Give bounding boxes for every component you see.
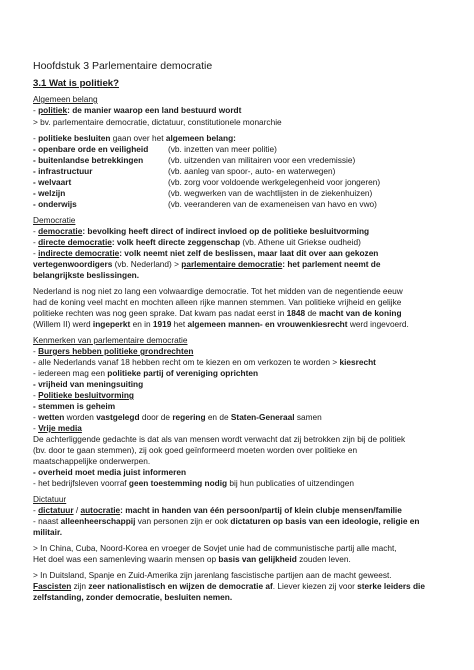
paragraph-line: zelfstanding, zonder democratie, besluiten nemen. bbox=[33, 592, 233, 602]
list-item: - onderwijs (vb. veeranderen van de exameneisen van havo en vwo) bbox=[33, 199, 377, 209]
subheading-democratie: Democratie bbox=[33, 215, 76, 225]
document-title: Hoofdstuk 3 Parlementaire democratie bbox=[33, 60, 213, 72]
subheading-dictatuur: Dictatuur bbox=[33, 494, 67, 504]
dictatuur-soorten: - naast alleenheerschappij van personen zijn er ook dictaturen op basis van een ideologie, religie en bbox=[33, 516, 420, 526]
kenmerk-stemmen: - stemmen is geheim bbox=[33, 401, 116, 411]
list-item: - infrastructuur (vb. aanleg van spoor-, auto- en waterwegen) bbox=[33, 166, 336, 176]
dictatuur-soorten-continued: militair. bbox=[33, 527, 63, 537]
kenmerk-media-informeren: - overheid moet media juist informeren bbox=[33, 467, 187, 477]
subheading-algemeen-belang: Algemeen belang bbox=[33, 94, 98, 104]
paragraph-line: (Willem II) werd ingeperkt en in 1919 het algemeen mannen- en vrouwenkiesrecht werd ingevoerd. bbox=[33, 319, 409, 329]
kenmerk-kiesrecht: - alle Nederlands vanaf 18 hebben recht om te kiezen en om verkozen te worden > kiesrecht bbox=[33, 357, 376, 367]
paragraph-line: politieke rechten was nog geen sprake. Dat kwam pas nadat eerst in 1848 de macht van de koning bbox=[33, 308, 402, 318]
list-item: - welzijn (vb. wegwerken van de wachtlijsten in de ziekenhuizen) bbox=[33, 188, 373, 198]
paragraph-line: (bv. door te gaan stemmen), zij ook goed geïnformeerd moeten worden over politieke en bbox=[33, 445, 358, 455]
paragraph-line: Nederland is nog niet zo lang een volwaardige democratie. Tot het midden van de negentiende eeuw bbox=[33, 286, 403, 296]
subheading-kenmerken: Kenmerken van parlementaire democratie bbox=[33, 335, 188, 345]
paragraph-line: Fascisten zijn zeer nationalistisch en wijzen de democratie af. Liever kiezen zij voor sterke leiders die bbox=[33, 581, 425, 591]
kenmerk-vrije-media: - Vrije media bbox=[33, 423, 82, 433]
definition-democratie: - democratie: bevolking heeft direct of indirect invloed op de politieke besluitvorming bbox=[33, 226, 370, 236]
kenmerk-toestemming: - het bedrijfsleven voorraf geen toestemming nodig bij hun publicaties of uitzendingen bbox=[33, 478, 354, 488]
paragraph-line: > In Duitsland, Spanje en Zuid-Amerika zijn jarenlang fascistische partijen aan de macht geweest. bbox=[33, 570, 392, 580]
example-politiek: > bv. parlementaire democratie, dictatuur, constitutionele monarchie bbox=[33, 117, 282, 127]
kenmerk-besluitvorming: - Politieke besluitvorming bbox=[33, 390, 134, 400]
definition-continued: belangrijkste beslissingen. bbox=[33, 270, 140, 280]
list-item: - buitenlandse betrekkingen (vb. uitzenden van militairen voor een vredemissie) bbox=[33, 155, 356, 165]
definition-directe-democratie: - directe democratie: volk heeft directe zeggenschap (vb. Athene uit Griekse oudheid) bbox=[33, 237, 361, 247]
definition-parlementaire-democratie: vertegenwoordigers (vb. Nederland) > parlementaire democratie: het parlement neemt de bbox=[33, 259, 381, 269]
kenmerk-meningsuiting: - vrijheid van meningsuiting bbox=[33, 379, 144, 389]
definition-dictatuur: - dictatuur / autocratie: macht in handen van één persoon/partij of klein clubje mensen/familie bbox=[33, 505, 402, 515]
section-heading: 3.1 Wat is politiek? bbox=[33, 78, 120, 89]
paragraph-line: > In China, Cuba, Noord-Korea en vroeger de Sovjet unie had de communistische partij alle macht, bbox=[33, 543, 397, 553]
paragraph-line: De achterliggende gedachte is dat als van mensen wordt verwacht dat zij betrokken zijn bij de politiek bbox=[33, 434, 406, 444]
paragraph-line: maatschappelijke onderwerpen. bbox=[33, 456, 151, 466]
list-item: - openbare orde en veiligheid (vb. inzetten van meer politie) bbox=[33, 144, 277, 154]
paragraph-line: Het doel was een samenleving waarin mensen op basis van gelijkheid zouden leven. bbox=[33, 554, 351, 564]
politieke-besluiten-line: - politieke besluiten gaan over het algemeen belang: bbox=[33, 133, 236, 143]
definition-indirecte-democratie: - indirecte democratie: volk neemt niet zelf de beslissen, maar laat dit over aan gekozen bbox=[33, 248, 379, 258]
kenmerk-wetten: - wetten worden vastgelegd door de regering en de Staten-Generaal samen bbox=[33, 412, 322, 422]
definition-politiek: - politiek: de manier waarop een land bestuurd wordt bbox=[33, 105, 242, 115]
paragraph-line: had de koning veel macht en mochten alleen rijke mannen stemmen. Van politieke vrijheid en gelijke bbox=[33, 297, 402, 307]
kenmerk-partij: - iedereen mag een politieke partij of vereniging oprichten bbox=[33, 368, 259, 378]
list-item: - welvaart (vb. zorg voor voldoende werkgelegenheid voor jongeren) bbox=[33, 177, 381, 187]
kenmerk-grondrechten: - Burgers hebben politieke grondrechten bbox=[33, 346, 194, 356]
